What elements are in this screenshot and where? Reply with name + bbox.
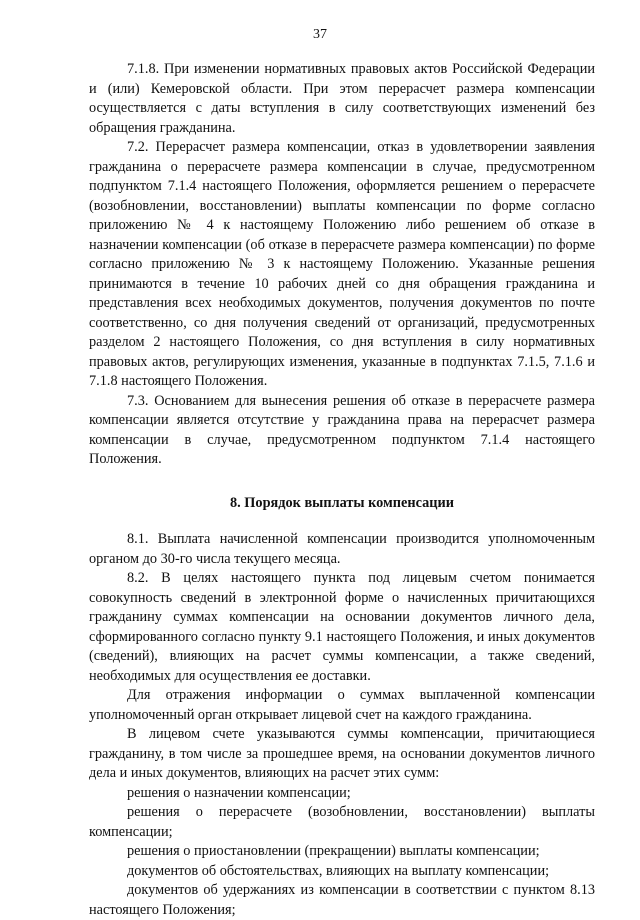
paragraph-account-contents: В лицевом счете указываются суммы компенсации, причитающиеся гражданину, в том числе за прошедшее время, на основании документов личного дела и иных документов, влияющих на расчет этих сумм: — [89, 726, 595, 781]
list-item: документов об удержаниях из компенсации в соответствии с пунктом 8.13 настоящего Положения; — [89, 882, 595, 918]
list-item: решения о перерасчете (возобновлении, восстановлении) выплаты компенсации; — [89, 804, 595, 840]
paragraph-8-2: 8.2. В целях настоящего пункта под лицевым счетом понимается совокупность сведений в электронной форме о начисленных причитающихся гражданину суммах компенсации на основании документов личного дела, сформированного согласно пункту 9.1 настоящего Положения, и иных документов (сведений), влияющих на расчет суммы компенсации, а также сведений, необходимых для осуществления ее доставки. — [89, 570, 595, 684]
list-item: решения о назначении компенсации; — [127, 784, 351, 801]
paragraph-7-2: 7.2. Перерасчет размера компенсации, отказ в удовлетворении заявления гражданина о перерасчете размера компенсации в случае, предусмотренном подпунктом 7.1.4 настоящего Положения, оформляется решением о перерасчете (возобновлении, восстановлении) выплаты компенсации по форме согласно приложению № 4 к настоящему Положению либо решением об отказе в назначении компенсации (об отказе в перерасчете размера компенсации) по форме согласно приложению № 3 к настоящему Положению. Указанные решения принимаются в течение 10 рабочих дней со дня обращения гражданина и представления всех необходимых документов, получения документов по почте соответственно, со дня получения сведений от организаций, предусмотренных разделом 2 настоящего Положения, со дня вступления в силу нормативных правовых актов, регулирующих изменения, указанные в подпунктах 7.1.5, 7.1.6 и 7.1.8 настоящего Положения. — [89, 139, 595, 389]
section-heading: 8. Порядок выплаты компенсации — [230, 494, 454, 511]
document-body — [89, 60, 595, 920]
paragraph-7-3: 7.3. Основанием для вынесения решения об отказе в перерасчете размера компенсации является отсутствие у гражданина права на перерасчет размера компенсации в случае, предусмотренном подпунктом 7.1.4 настоящего Положения. — [89, 392, 595, 467]
page-number: 37 — [313, 27, 327, 42]
list-item: решения о приостановлении (прекращении) выплаты компенсации; — [127, 843, 540, 859]
list-item: документов об обстоятельствах, влияющих на выплату компенсации; — [127, 862, 550, 879]
paragraph-account-opening: Для отражения информации о суммах выплаченной компенсации уполномоченный орган открывает лицевой счет на каждого гражданина. — [89, 687, 595, 723]
paragraph-8-1: 8.1. Выплата начисленной компенсации производится уполномоченным органом до 30-го числа текущего месяца. — [89, 531, 595, 567]
paragraph-7-1-8: 7.1.8. При изменении нормативных правовых актов Российской Федерации и (или) Кемеровской области. При этом перерасчет размера компенсации осуществляется с даты вступления в силу соответствующих изменений без обращения гражданина. — [89, 61, 595, 136]
